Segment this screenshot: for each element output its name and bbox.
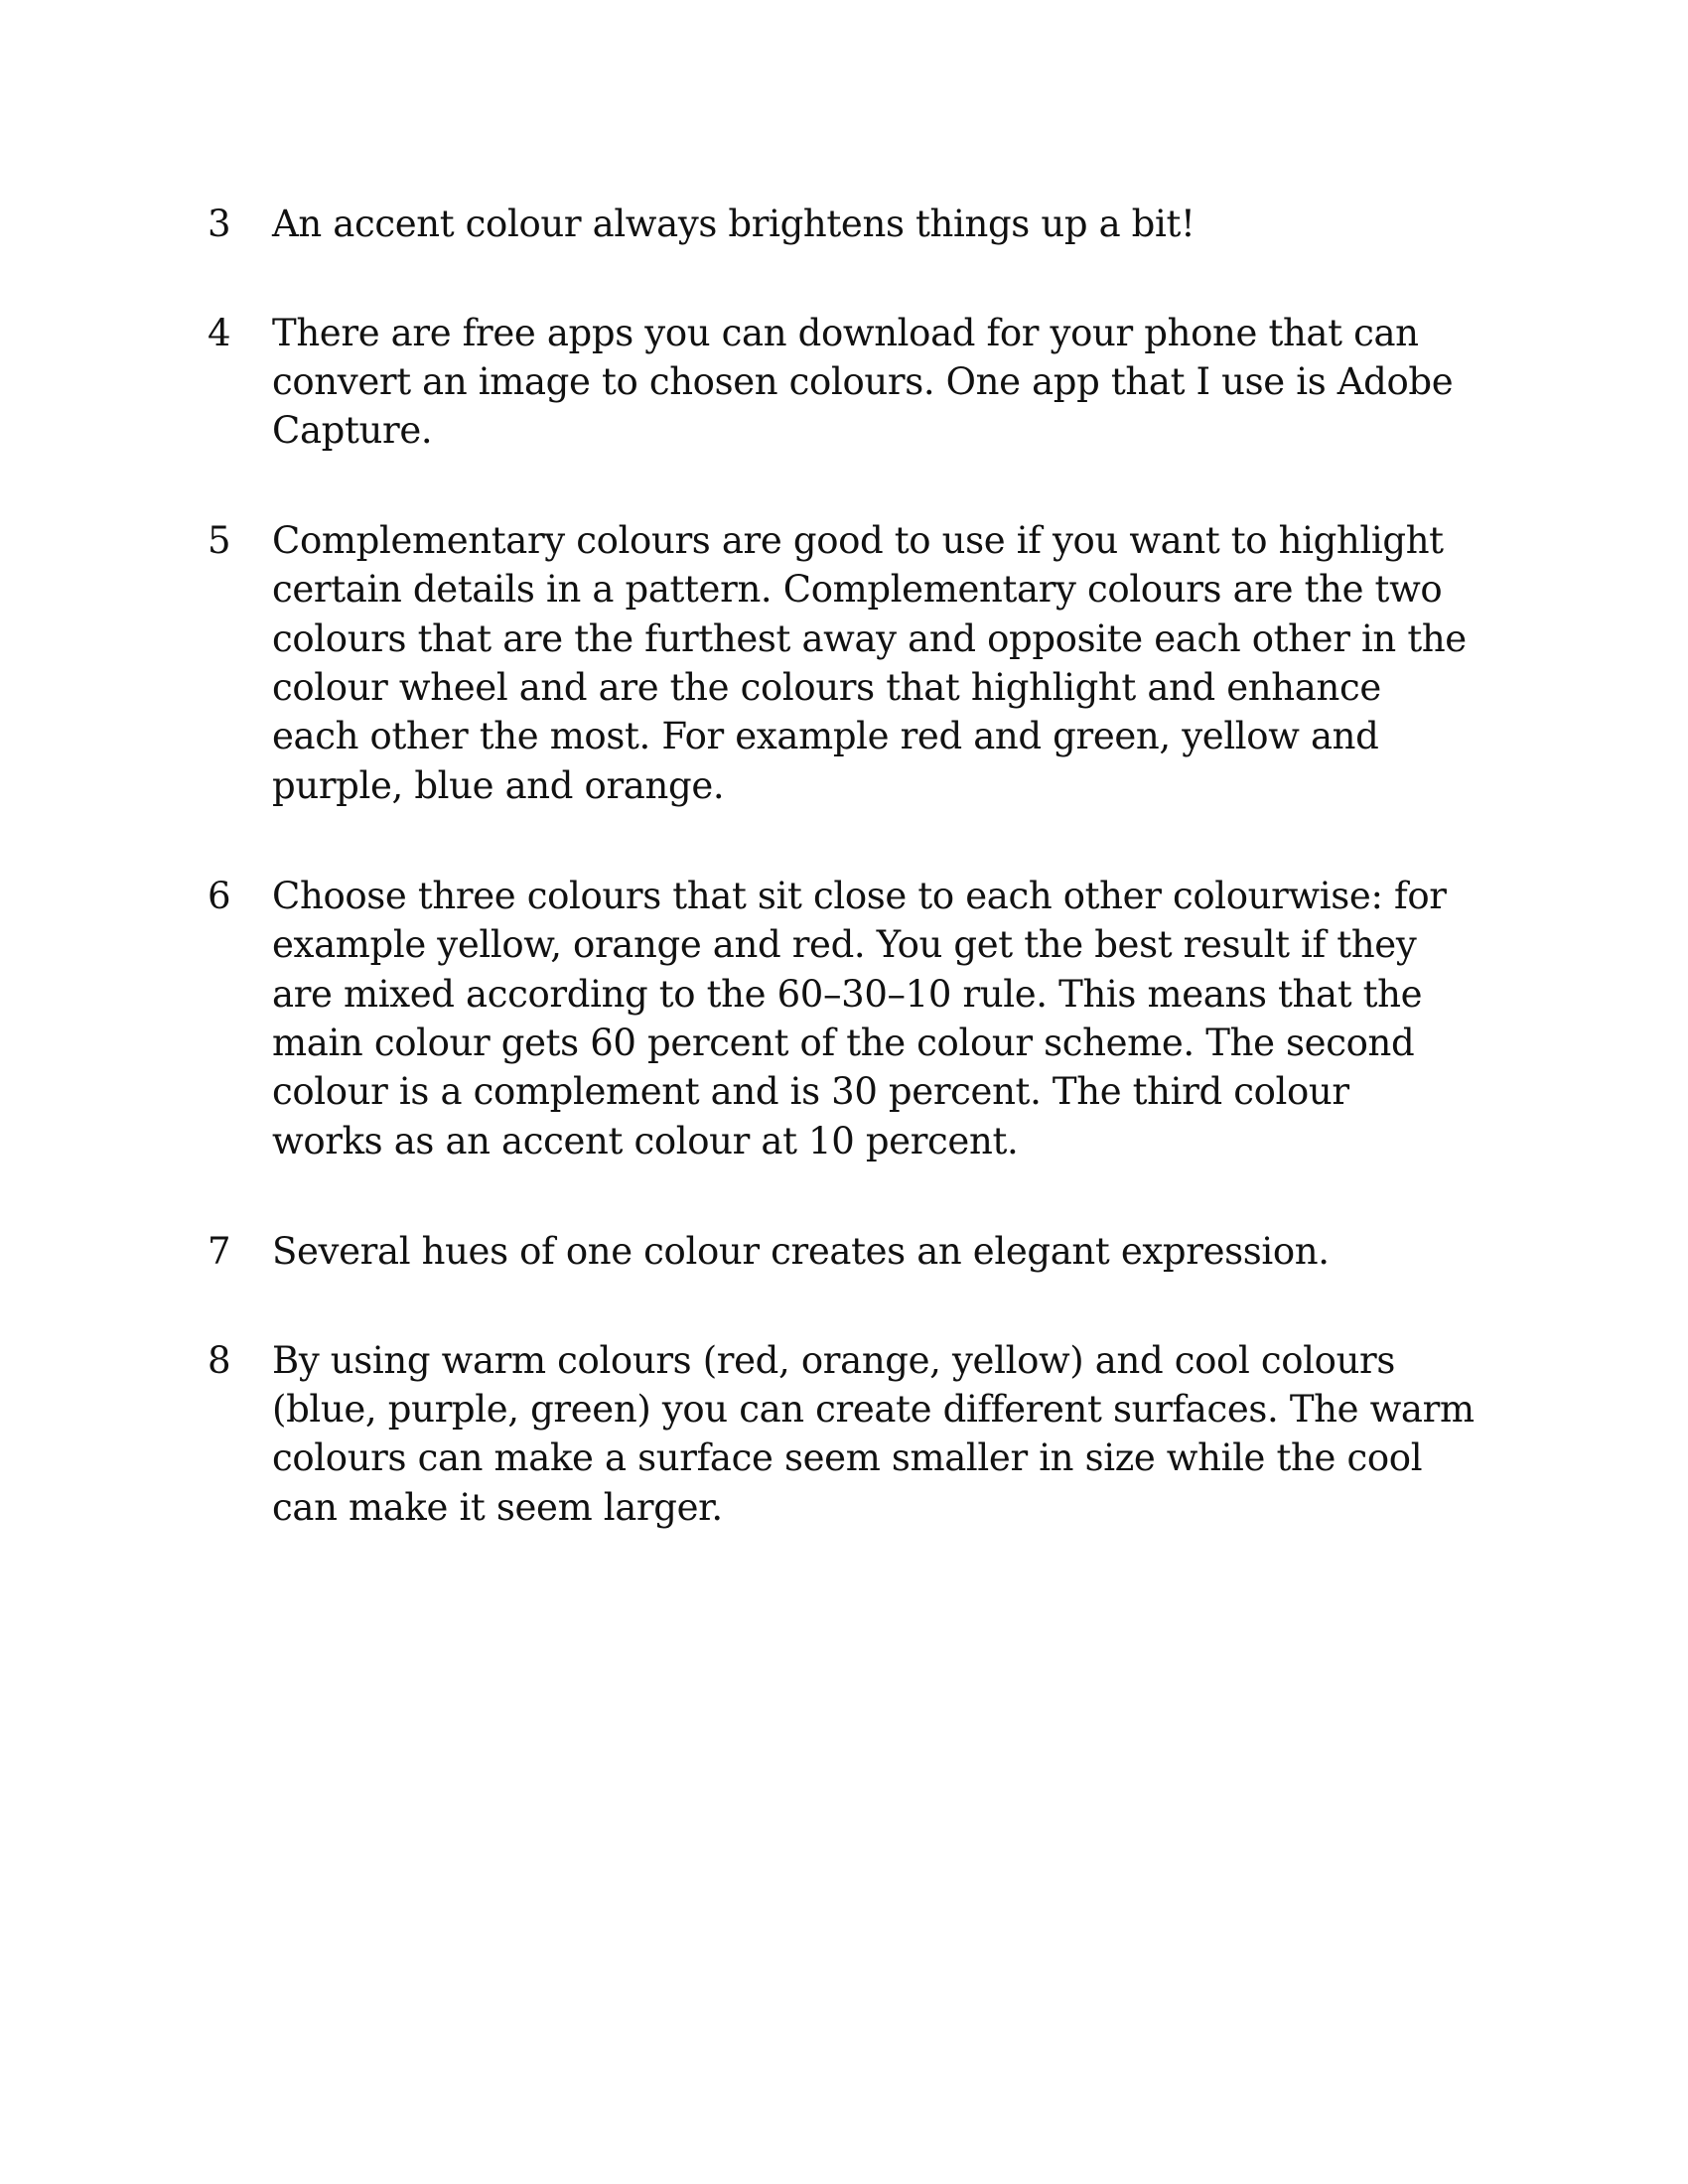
tip-text-line: An accent colour always brightens things up a bit! (272, 203, 1196, 245)
tip-text-line: can make it seem larger. (272, 1486, 723, 1529)
tip-text-line: convert an image to chosen colours. One app that I use is Adobe (272, 360, 1454, 403)
tip-text-line: Choose three colours that sit close to each other colourwise: for (272, 875, 1447, 917)
tip-number: 8 (208, 1339, 231, 1382)
tip-text-line: example yellow, orange and red. You get the best result if they (272, 923, 1417, 966)
tip-text-line: There are free apps you can download for your phone that can (272, 312, 1419, 354)
tip-text-line: main colour gets 60 percent of the colour scheme. The second (272, 1022, 1415, 1064)
tip-text-line: By using warm colours (red, orange, yellow) and cool colours (272, 1339, 1396, 1382)
tip-text-line: colour wheel and are the colours that highlight and enhance (272, 666, 1381, 709)
tip-text-line: purple, blue and orange. (272, 764, 725, 807)
tip-text-line: colour is a complement and is 30 percent. The third colour (272, 1070, 1349, 1113)
tip-text-line: works as an accent colour at 10 percent. (272, 1120, 1019, 1162)
tip-number: 7 (208, 1230, 231, 1273)
tip-text-line: Capture. (272, 409, 433, 452)
tip-number: 3 (208, 203, 231, 245)
tip-number: 5 (208, 519, 231, 562)
tip-text-line: Complementary colours are good to use if you want to highlight (272, 519, 1444, 562)
tip-text-line: certain details in a pattern. Complementary colours are the two (272, 568, 1443, 611)
tip-number: 6 (208, 875, 231, 917)
tip-text-line: are mixed according to the 60–30–10 rule. This means that the (272, 973, 1423, 1016)
tip-text-line: colours that are the furthest away and opposite each other in the (272, 617, 1467, 660)
tip-number: 4 (208, 312, 231, 354)
tip-text-line: Several hues of one colour creates an elegant expression. (272, 1230, 1330, 1273)
tip-text-line: (blue, purple, green) you can create different surfaces. The warm (272, 1388, 1475, 1431)
tip-text-line: colours can make a surface seem smaller in size while the cool (272, 1436, 1423, 1479)
tip-text-line: each other the most. For example red and green, yellow and (272, 715, 1379, 757)
